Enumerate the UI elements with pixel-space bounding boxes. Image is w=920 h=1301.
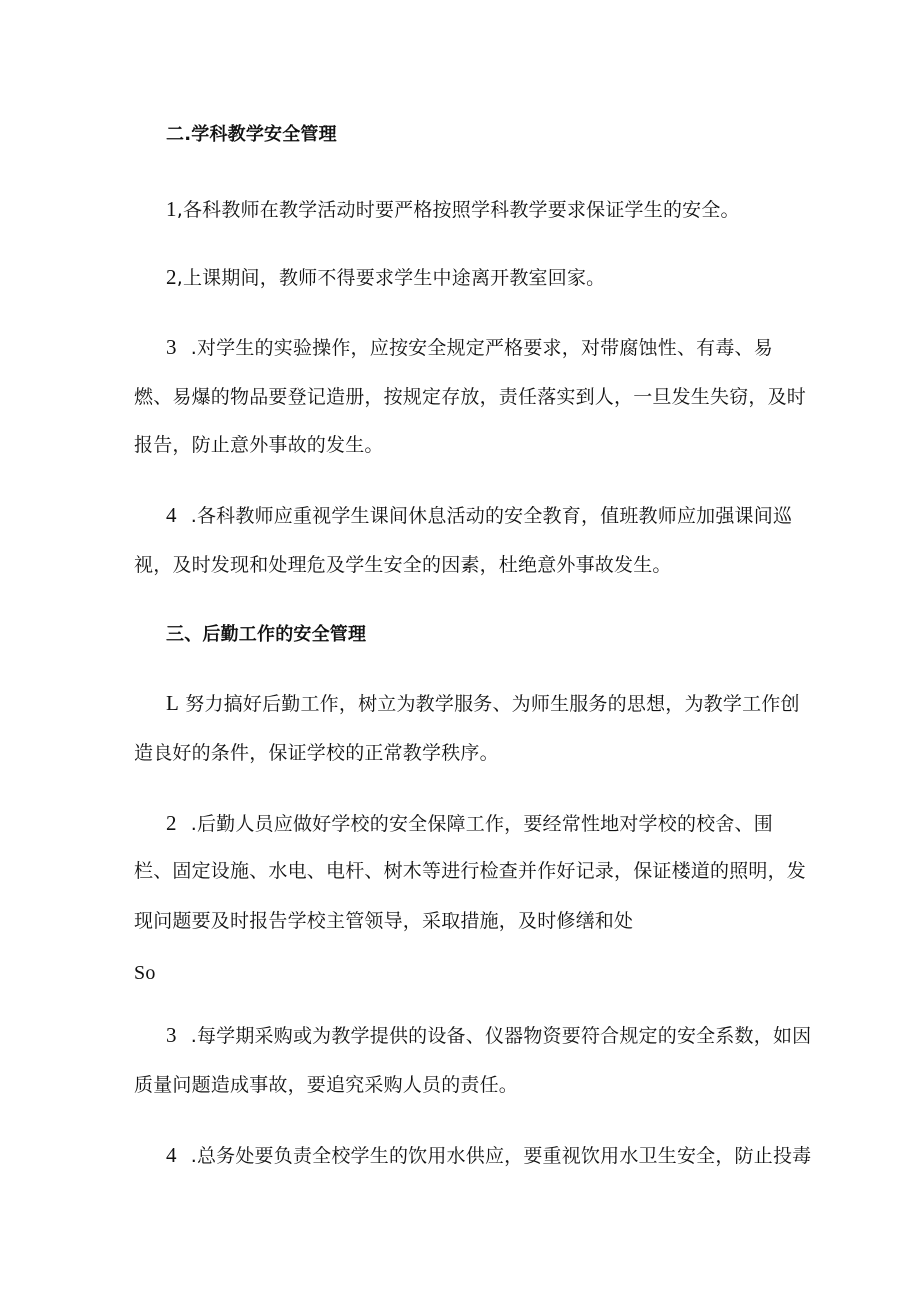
list-item-2-3-cont-2: 报告，防止意外事故的发生。 bbox=[134, 434, 384, 456]
item-text-line-1: .后勤人员应做好学校的安全保障工作，要经常性地对学校的校舍、围 bbox=[190, 813, 773, 835]
item-text: ,各科教师在教学活动时要严格按照学科教学要求保证学生的安全。 bbox=[176, 199, 740, 221]
item-number: 1 bbox=[166, 197, 177, 221]
item-text-line-1: .各科教师应重视学生课间休息活动的安全教育，值班教师应加强课间巡 bbox=[190, 505, 793, 527]
item-number: 2 bbox=[166, 811, 177, 835]
item-number: 4 bbox=[166, 1143, 177, 1167]
list-item-2-3-cont-1: 燃、易爆的物品要登记造册，按规定存放，责任落实到人，一旦发生失窃，及时 bbox=[134, 386, 807, 408]
list-item-3-1 bbox=[134, 690, 800, 717]
item-number: 4 bbox=[166, 503, 177, 527]
item-text-line-1: .对学生的实验操作，应按安全规定严格要求，对带腐蚀性、有毒、易 bbox=[190, 337, 773, 359]
section-heading-logistics-safety: 三、后勤工作的安全管理 bbox=[166, 624, 367, 645]
list-item-3-3 bbox=[134, 1022, 811, 1049]
stray-text-so: So bbox=[134, 962, 156, 984]
list-item-3-1-cont-1: 造良好的条件，保证学校的正常教学秩序。 bbox=[134, 742, 499, 764]
list-item-2-4 bbox=[134, 502, 792, 529]
item-text-line-1: .每学期采购或为教学提供的设备、仪器物资要符合规定的安全系数，如因 bbox=[190, 1025, 812, 1047]
item-text-line-1: .总务处要负责全校学生的饮用水供应，要重视饮用水卫生安全，防止投毒 bbox=[190, 1145, 812, 1167]
item-number: 2 bbox=[166, 265, 177, 289]
section-heading-teaching-safety: 二.学科教学安全管理 bbox=[166, 124, 337, 145]
list-item-3-3-cont-1: 质量问题造成事故，要追究采购人员的责任。 bbox=[134, 1074, 519, 1096]
list-item-3-2-cont-1: 栏、固定设施、水电、电杆、树木等进行检查并作好记录，保证楼道的照明，发 bbox=[134, 860, 807, 882]
item-text-line-1: 努力搞好后勤工作，树立为教学服务、为师生服务的思想，为教学工作创 bbox=[179, 693, 800, 715]
list-item-3-4 bbox=[134, 1142, 811, 1169]
item-number: 3 bbox=[166, 335, 177, 359]
item-number: L bbox=[166, 691, 180, 715]
list-item-2-3 bbox=[134, 334, 773, 361]
item-text: ,上课期间，教师不得要求学生中途离开教室回家。 bbox=[176, 267, 606, 289]
list-item-2-4-cont-1: 视，及时发现和处理危及学生安全的因素，杜绝意外事故发生。 bbox=[134, 554, 672, 576]
list-item-2-2 bbox=[166, 264, 605, 291]
list-item-2-1 bbox=[166, 196, 740, 223]
item-number: 3 bbox=[166, 1023, 177, 1047]
list-item-3-2-cont-2: 现问题要及时报告学校主管领导，采取措施，及时修缮和处 bbox=[134, 910, 634, 932]
list-item-3-2 bbox=[134, 810, 773, 837]
